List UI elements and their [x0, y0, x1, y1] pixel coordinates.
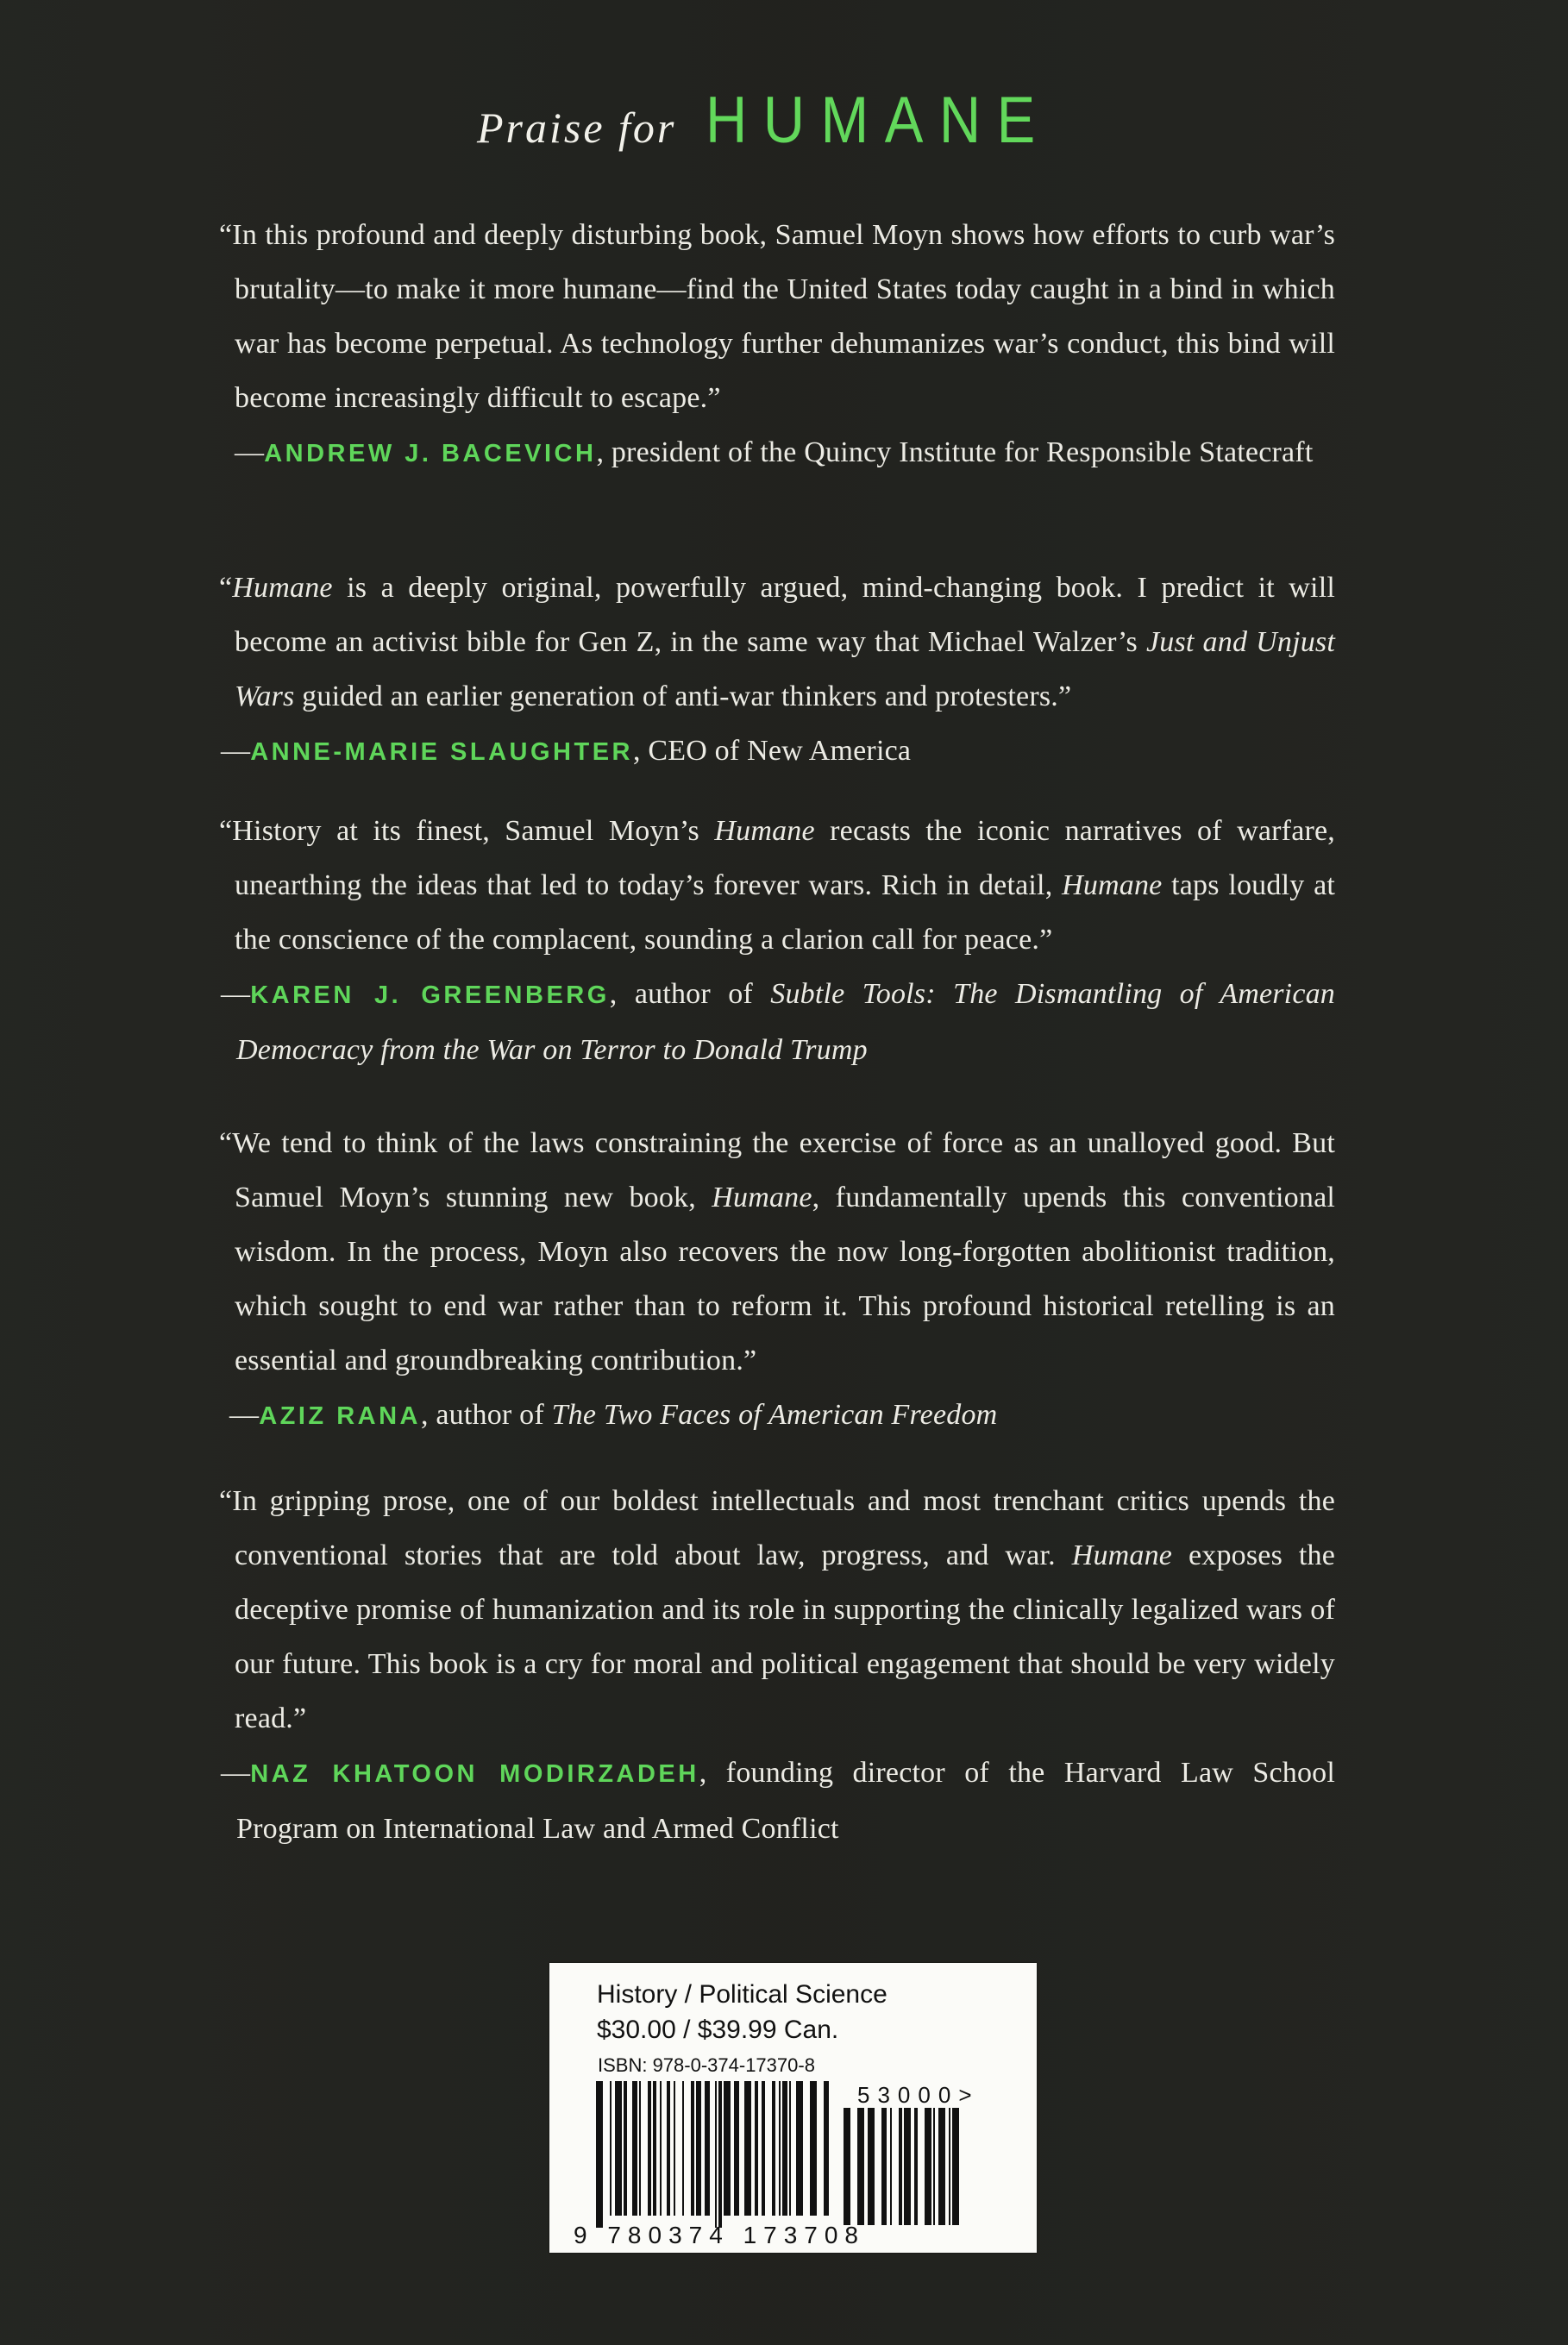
price-addon-barcode-icon — [844, 2108, 964, 2237]
blurb-attribution: —NAZ KHATOON MODIRZADEH, founding director of the Harvard Law School Program on International Law and Armed Conflict — [221, 1757, 1335, 1845]
blurb-text: “History at its finest, Samuel Moyn’s Humane recasts the iconic narratives of warfare, unearthing the ideas that led to today’s forever wars. Rich in detail, Humane taps loudly at the conscience of the complacent, sounding a clarion call for peace.” — [219, 815, 1336, 956]
blurb-slaughter — [219, 561, 1336, 780]
blurb-text: “In gripping prose, one of our boldest intellectuals and most trenchant critics upends the conventional stories that are told about law, progress, and war. Humane exposes the deceptive promise of humanization and its role in supporting the clinically legalized wars of our future. This book is a cry for moral and political engagement that should be very widely read.” — [219, 1485, 1335, 1734]
blurb-modirzadeh — [219, 1474, 1335, 1856]
barcode-digits: 9 780374 173708 — [574, 2222, 865, 2248]
blurb-author-affiliation: , author of — [420, 1399, 552, 1431]
blurb-author-name: NAZ KHATOON MODIRZADEH — [250, 1760, 699, 1788]
praise-label: Praise for — [477, 103, 677, 152]
blurb-text: “Humane is a deeply original, powerfully argued, mind-changing book. I predict it will become an activist bible for Gen Z, in the same way that Michael Walzer’s Just and Unjust Wars guided an earlier generation of anti-war thinkers and protesters.” — [219, 572, 1336, 712]
price-barcode-sticker — [549, 1963, 1037, 2253]
blurb-author-name: KAREN J. GREENBERG — [250, 981, 610, 1009]
blurb-author-affiliation: , CEO of New America — [632, 735, 912, 767]
blurb-author-work: Subtle Tools: The Dismantling of American Democracy from the War on Terror to Donald Trump — [236, 978, 1336, 1066]
blurb-attribution: —ANDREW J. BACEVICH, president of the Quincy Institute for Responsible Statecraft — [235, 436, 1314, 468]
addon-arrow: > — [958, 2082, 980, 2108]
blurb-author-name: AZIZ RANA — [259, 1402, 421, 1430]
blurb-author-work: The Two Faces of American Freedom — [551, 1399, 998, 1431]
blurb-author-affiliation: , author of — [609, 978, 771, 1010]
praise-heading — [477, 83, 1099, 160]
blurb-attribution: —AZIZ RANA, author of The Two Faces of American Freedom — [229, 1399, 998, 1431]
blurb-bacevich — [219, 208, 1335, 481]
blurb-author-name: ANNE-MARIE SLAUGHTER — [250, 738, 633, 766]
blurb-rana — [219, 1116, 1336, 1444]
blurb-greenberg — [219, 804, 1336, 1077]
blurb-text: “We tend to think of the laws constraining the exercise of force as an unalloyed good. But Samuel Moyn’s stunning new book, Humane, fundamentally upends this conventional wisdom. In the process, Moyn also recovers the now long-forgotten abolitionist tradition, which sought to end war rather than to reform it. This profound historical retelling is an essential and groundbreaking contribution.” — [219, 1127, 1336, 1376]
isbn-label: ISBN: 978-0-374-17370-8 — [598, 2054, 815, 2076]
blurb-author-affiliation: , president of the Quincy Institute for Responsible Statecraft — [596, 436, 1314, 468]
blurb-author-affiliation: , founding director of the Harvard Law School Program on International Law and Armed Conflict — [236, 1757, 1335, 1845]
blurb-attribution: —KAREN J. GREENBERG, author of Subtle Tools: The Dismantling of American Democracy from the War on Terror to Donald Trump — [221, 978, 1336, 1066]
isbn-barcode-icon — [596, 2081, 833, 2228]
blurb-text: “In this profound and deeply disturbing book, Samuel Moyn shows how efforts to curb war’s brutality—to make it more humane—find the United States today caught in a bind in which war has become perpetual. As technology further dehumanizes war’s conduct, this bind will become increasingly difficult to escape.” — [219, 219, 1335, 414]
book-title: HUMANE — [706, 84, 1052, 157]
blurb-author-name: ANDREW J. BACEVICH — [264, 440, 597, 467]
bisac-category: History / Political Science — [597, 1980, 887, 2009]
price-label: $30.00 / $39.99 Can. — [597, 2016, 839, 2044]
addon-code: 53000> — [857, 2082, 980, 2108]
blurb-attribution: —ANNE-MARIE SLAUGHTER, CEO of New America — [221, 735, 912, 767]
